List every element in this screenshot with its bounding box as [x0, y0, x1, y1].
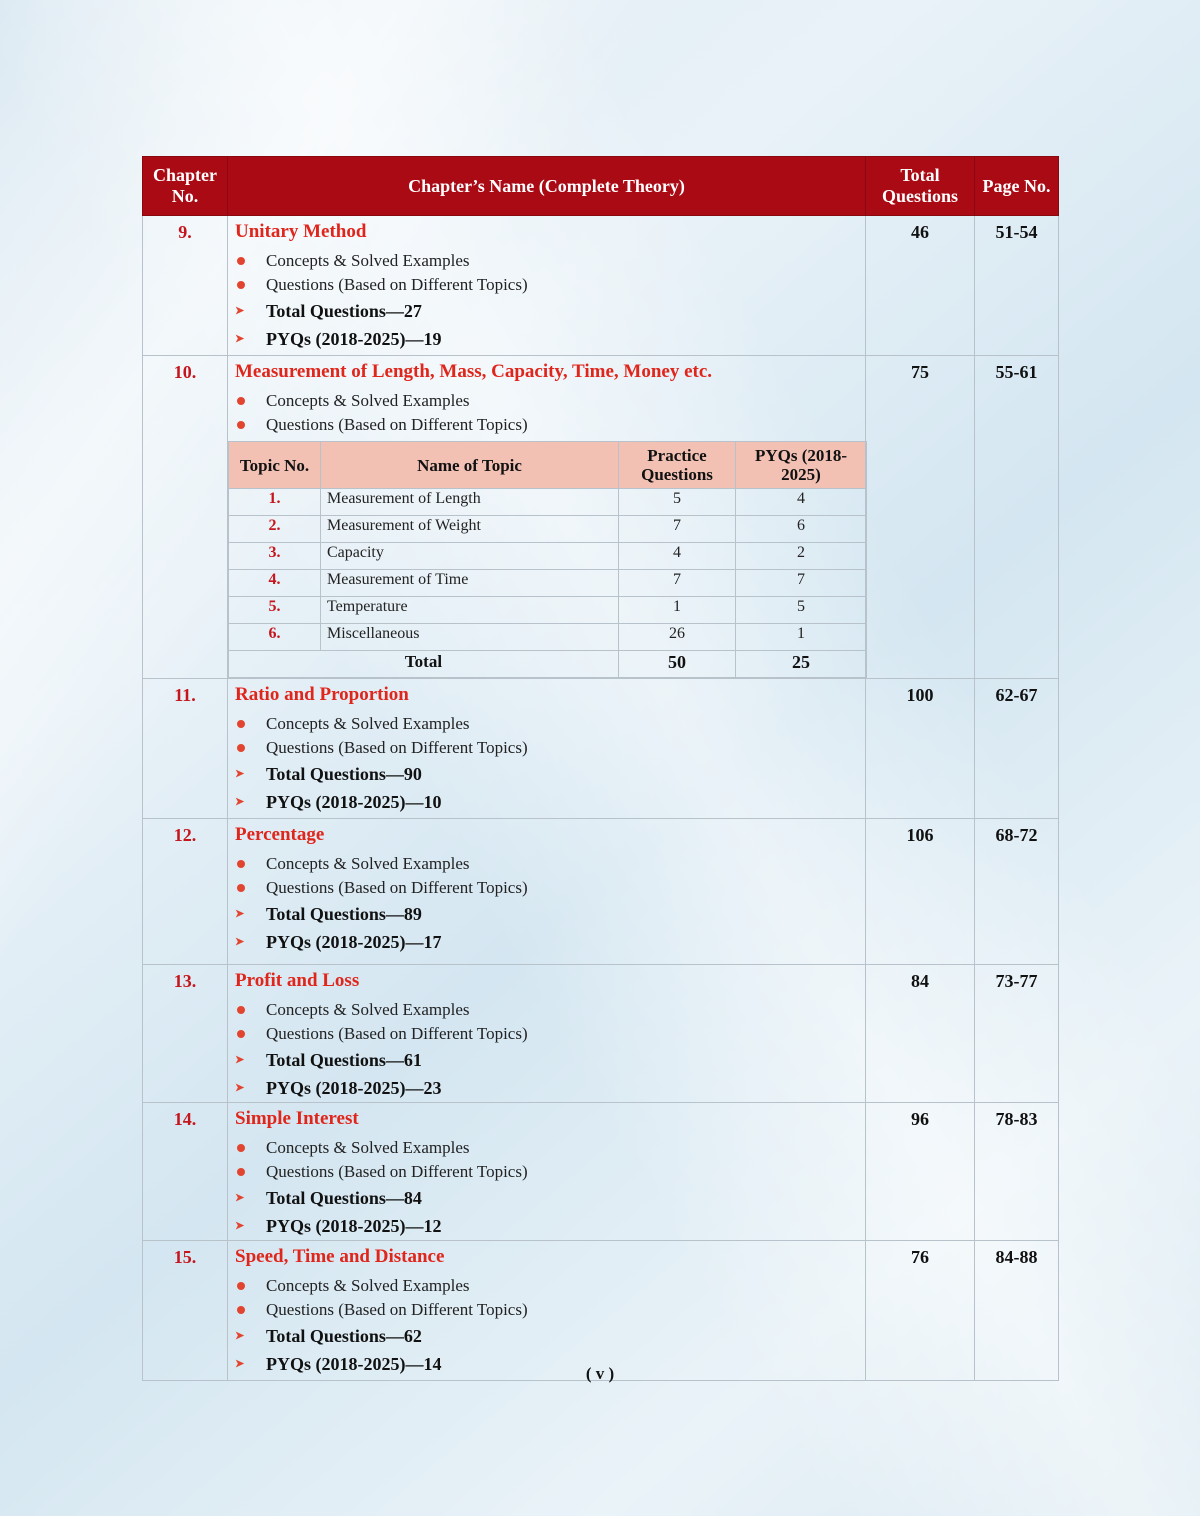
topic-name: Measurement of Time — [321, 570, 619, 597]
bullet-item: Concepts & Solved Examples — [235, 852, 865, 876]
topic-pyqs: 1 — [736, 624, 867, 651]
topic-row — [229, 489, 867, 516]
chapter-row — [143, 356, 1059, 679]
chapter-row — [143, 965, 1059, 1103]
topic-total-practice: 50 — [619, 651, 736, 678]
topic-name: Temperature — [321, 597, 619, 624]
arrow-item: ➤ PYQs (2018-2025)—17 — [235, 928, 865, 956]
contents-header-row — [143, 157, 1059, 216]
topic-practice: 26 — [619, 624, 736, 651]
arrow-item: ➤ Total Questions—84 — [235, 1184, 865, 1212]
bullet-item: Questions (Based on Different Topics) — [235, 1298, 865, 1322]
arrow-item: ➤ Total Questions—27 — [235, 297, 865, 325]
chapter-total-questions: 100 — [866, 679, 975, 819]
topic-pyqs: 2 — [736, 543, 867, 570]
chapter-total-questions: 75 — [866, 356, 975, 679]
topic-number: 6. — [229, 624, 321, 651]
chapter-row — [143, 216, 1059, 356]
topic-total-label: Total — [229, 651, 619, 678]
chapter-details — [228, 1103, 866, 1241]
bullet-item: Questions (Based on Different Topics) — [235, 1160, 865, 1184]
topic-name: Miscellaneous — [321, 624, 619, 651]
arrow-item: ➤ PYQs (2018-2025)—14 — [235, 1350, 865, 1378]
arrow-item: ➤ PYQs (2018-2025)—10 — [235, 788, 865, 816]
bullet-item: Concepts & Solved Examples — [235, 998, 865, 1022]
chapter-items — [228, 1136, 865, 1240]
topic-practice: 1 — [619, 597, 736, 624]
topic-practice: 5 — [619, 489, 736, 516]
bullet-item: Concepts & Solved Examples — [235, 712, 865, 736]
chapter-total-questions: 96 — [866, 1103, 975, 1241]
chapter-number: 15. — [143, 1241, 228, 1381]
topic-practice: 7 — [619, 570, 736, 597]
bullet-item: Concepts & Solved Examples — [235, 1274, 865, 1298]
bullet-item: Questions (Based on Different Topics) — [235, 876, 865, 900]
chapter-page-range: 84-88 — [975, 1241, 1059, 1381]
topic-practice: 4 — [619, 543, 736, 570]
header-total-questions: Total Questions — [866, 157, 975, 216]
topic-number: 4. — [229, 570, 321, 597]
chapter-items — [228, 852, 865, 956]
chapter-number: 12. — [143, 819, 228, 965]
chapter-items — [228, 1274, 865, 1378]
topic-number: 1. — [229, 489, 321, 516]
header-chapter-no: Chapter No. — [143, 157, 228, 216]
bullet-item: Questions (Based on Different Topics) — [235, 736, 865, 760]
bullet-item: Questions (Based on Different Topics) — [235, 1022, 865, 1046]
chapter-details — [228, 679, 866, 819]
bullet-item: Concepts & Solved Examples — [235, 1136, 865, 1160]
header-page-no: Page No. — [975, 157, 1059, 216]
arrow-item: ➤ PYQs (2018-2025)—23 — [235, 1074, 865, 1102]
topic-header-pyqs: PYQs (2018-2025) — [736, 442, 867, 489]
chapter-details — [228, 216, 866, 356]
chapter-details — [228, 819, 866, 965]
chapter-details — [228, 1241, 866, 1381]
bullet-item: Questions (Based on Different Topics) — [235, 413, 865, 437]
chapter-number: 11. — [143, 679, 228, 819]
topic-practice: 7 — [619, 516, 736, 543]
page-number: ( v ) — [585, 1364, 615, 1383]
chapter-title: Speed, Time and Distance — [235, 1246, 445, 1267]
chapter-page-range: 62-67 — [975, 679, 1059, 819]
chapter-number: 14. — [143, 1103, 228, 1241]
topic-row — [229, 597, 867, 624]
topic-row — [229, 624, 867, 651]
chapter-items — [228, 389, 865, 437]
topic-number: 2. — [229, 516, 321, 543]
chapter-details — [228, 965, 866, 1103]
chapter-number: 9. — [143, 216, 228, 356]
topic-name: Capacity — [321, 543, 619, 570]
chapter-total-questions: 84 — [866, 965, 975, 1103]
arrow-item: ➤ PYQs (2018-2025)—12 — [235, 1212, 865, 1240]
chapter-page-range: 68-72 — [975, 819, 1059, 965]
topic-total-pyqs: 25 — [736, 651, 867, 678]
chapter-details — [228, 356, 866, 679]
chapter-total-questions: 106 — [866, 819, 975, 965]
topic-pyqs: 5 — [736, 597, 867, 624]
chapter-title: Measurement of Length, Mass, Capacity, Time, Money etc. — [235, 361, 713, 382]
chapter-number: 10. — [143, 356, 228, 679]
topic-pyqs: 7 — [736, 570, 867, 597]
topic-header-name: Name of Topic — [321, 442, 619, 489]
topic-number: 3. — [229, 543, 321, 570]
chapter-page-range: 73-77 — [975, 965, 1059, 1103]
arrow-item: ➤ Total Questions—90 — [235, 760, 865, 788]
arrow-item: ➤ PYQs (2018-2025)—19 — [235, 325, 865, 353]
chapter-items — [228, 249, 865, 353]
chapter-row — [143, 1241, 1059, 1381]
chapter-page-range: 51-54 — [975, 216, 1059, 356]
chapter-total-questions: 46 — [866, 216, 975, 356]
topic-header-row — [229, 442, 867, 489]
chapter-title: Unitary Method — [235, 221, 367, 242]
bullet-item: Concepts & Solved Examples — [235, 249, 865, 273]
chapter-title: Percentage — [235, 824, 325, 845]
header-chapter-name: Chapter’s Name (Complete Theory) — [228, 157, 866, 216]
contents-table — [142, 156, 1059, 1381]
topic-name: Measurement of Length — [321, 489, 619, 516]
chapter-items — [228, 712, 865, 816]
chapter-title: Profit and Loss — [235, 970, 360, 991]
chapter-number: 13. — [143, 965, 228, 1103]
chapter-items — [228, 998, 865, 1102]
topic-pyqs: 4 — [736, 489, 867, 516]
chapter-title: Simple Interest — [235, 1108, 359, 1129]
chapter-title: Ratio and Proportion — [235, 684, 409, 705]
topic-pyqs: 6 — [736, 516, 867, 543]
topic-total-row — [229, 651, 867, 678]
topic-row — [229, 570, 867, 597]
topic-table — [228, 441, 867, 678]
topic-row — [229, 516, 867, 543]
topic-header-no: Topic No. — [229, 442, 321, 489]
chapter-row — [143, 679, 1059, 819]
arrow-item: ➤ Total Questions—62 — [235, 1322, 865, 1350]
arrow-item: ➤ Total Questions—61 — [235, 1046, 865, 1074]
topic-name: Measurement of Weight — [321, 516, 619, 543]
bullet-item: Questions (Based on Different Topics) — [235, 273, 865, 297]
chapter-total-questions: 76 — [866, 1241, 975, 1381]
chapter-page-range: 78-83 — [975, 1103, 1059, 1241]
chapter-row — [143, 819, 1059, 965]
topic-header-practice: Practice Questions — [619, 442, 736, 489]
chapter-row — [143, 1103, 1059, 1241]
topic-row — [229, 543, 867, 570]
chapter-page-range: 55-61 — [975, 356, 1059, 679]
topic-number: 5. — [229, 597, 321, 624]
bullet-item: Concepts & Solved Examples — [235, 389, 865, 413]
arrow-item: ➤ Total Questions—89 — [235, 900, 865, 928]
